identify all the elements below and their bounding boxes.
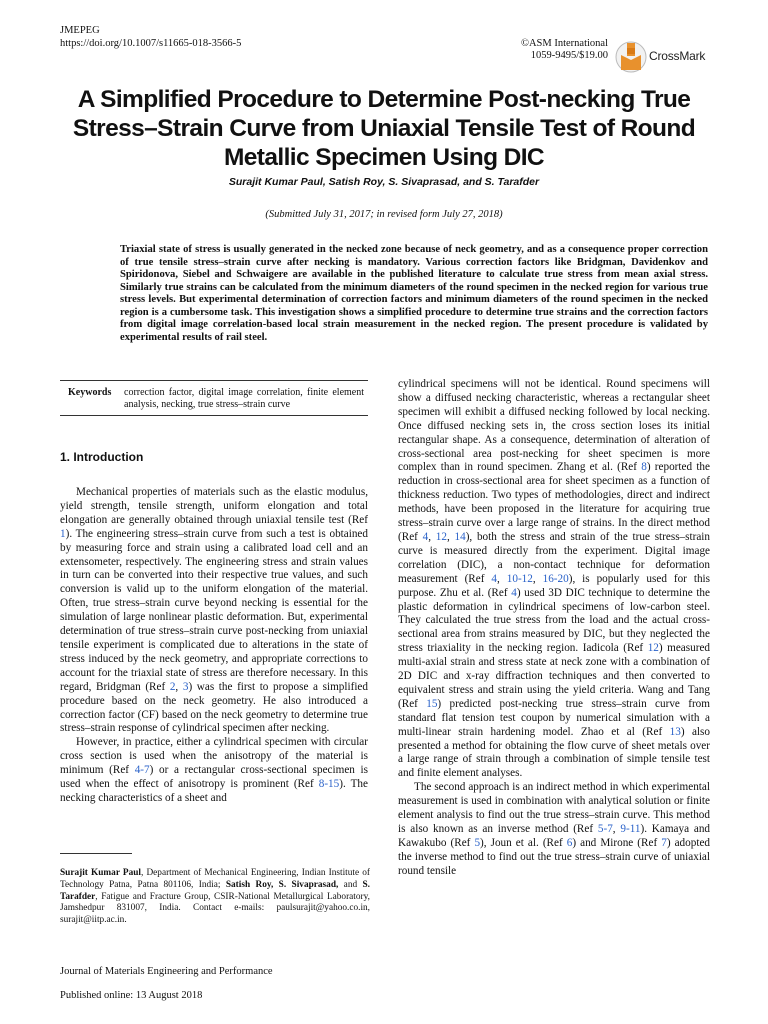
submission-dates: (Submitted July 31, 2017; in revised form July 27, 2018) bbox=[265, 209, 503, 220]
text: , bbox=[428, 530, 436, 543]
text: ) and Mirone (Ref bbox=[572, 836, 662, 849]
text: Mechanical properties of materials such as the elastic modulus, yield strength, tensile strength, uniform elongation and total elongation are generally obtained through uniaxial tensile test (Ref bbox=[60, 486, 368, 526]
text: ) used 3D DIC technique to determine the plastic deformation in cylindrical specimens of low-carbon steel. They calculated the true stress from the load and the actual cross-sectional area from strains measured by DIC, but they neglected the stress triaxiality in the necking region. Iadicola (Ref bbox=[398, 586, 710, 655]
text: ) reported the reduction in cross-sectional area for sheet specimen as a function of thickness reduction. Two types of methodologies, direct and indirect methods, have been proposed in the literature for acquiring true stress–strain curve over a large range of strains. In the direct method (Ref bbox=[398, 461, 710, 543]
section-heading: 1. Introduction bbox=[60, 450, 144, 464]
text: ) adopted the inverse method to find out the true stress–strain curve of uniaxial round tensile bbox=[398, 836, 710, 877]
body-paragraph-1 bbox=[398, 378, 710, 781]
text: The second approach is an indirect method in which experimental measurement is used in combination with analytical solution or finite element analysis to find out the true stress–strain curve. This method is also known as an inverse method (Ref bbox=[398, 781, 710, 835]
ref-link[interactable]: 1 bbox=[60, 527, 66, 540]
keywords-label: Keywords bbox=[68, 387, 112, 398]
text: , Fatigue and Fracture Group, CSIR-National Metallurgical Laboratory, Jamshedpur 831007, India. Contact e-mails: paulsurajit@yahoo.co.in, surajit@iitp.ac.in. bbox=[60, 891, 370, 926]
crossmark-badge[interactable] bbox=[615, 40, 715, 76]
intro-paragraph-2 bbox=[60, 736, 368, 806]
ref-link[interactable]: 4 bbox=[422, 530, 429, 543]
keywords-text: correction factor, digital image correlation, finite element analysis, necking, true stress–strain curve bbox=[124, 387, 364, 410]
ref-link[interactable]: 6 bbox=[566, 836, 573, 849]
text: ) was the first to propose a simplified procedure based on the neck geometry. He also introduced a correction factor (CF) based on the neck geometry to determine true stress–strain response of cylindrical specimen after necking. bbox=[60, 680, 368, 735]
ref-link[interactable]: 5 bbox=[474, 836, 481, 849]
text: , bbox=[532, 572, 543, 585]
author-name: S. Tarafder bbox=[60, 879, 370, 902]
author-name: Satish Roy, S. Sivaprasad, bbox=[225, 879, 339, 890]
text: ). The necking characteristics of a sheet and bbox=[60, 778, 368, 804]
text: ), is popularly used for this purpose. Zhu et al. (Ref bbox=[398, 572, 710, 599]
ref-link[interactable]: 14 bbox=[454, 530, 466, 543]
ref-link[interactable]: 13 bbox=[669, 725, 681, 738]
left-column bbox=[60, 486, 368, 836]
journal-code: JMEPEG bbox=[60, 25, 100, 36]
doi-link[interactable]: https://doi.org/10.1007/s11665-018-3566-5 bbox=[60, 38, 242, 49]
text: and bbox=[338, 879, 363, 890]
ref-link[interactable]: 5-7 bbox=[597, 823, 613, 835]
authors: Surajit Kumar Paul, Satish Roy, S. Sivaprasad, and S. Tarafder bbox=[228, 176, 540, 188]
author-name: Surajit Kumar Paul bbox=[60, 868, 141, 878]
header-left bbox=[60, 24, 241, 50]
text: ) or a rectangular cross-sectional specimen is used when the effect of anisotropy is prominent (Ref bbox=[60, 764, 368, 791]
copyright: ©ASM International bbox=[520, 38, 608, 49]
text: ). The engineering stress–strain curve from such a test is obtained by measuring force and strain using a calibrated load cell and an extensometer, respectively. The engineering stress and strain values in turn can be converted into their respective true values, and such conversion is valid up to the uniform elongation of the material. Often, true stress–strain curve beyond necking is essential for the simulation of large nonlinear plastic deformation. But, experimental determination of true stress–strain curve post-necking from uniaxial tensile experiment is complicated due to alterations in the state of stress induced by the neck geometry, and appropriate corrections to account for the triaxial state of stress are therefore necessary. In this regard, Bridgman (Ref bbox=[60, 527, 368, 693]
ref-link[interactable]: 4 bbox=[511, 586, 517, 599]
ref-link[interactable]: 2 bbox=[169, 680, 176, 693]
footnote-rule bbox=[60, 853, 132, 854]
keywords-box bbox=[60, 380, 368, 416]
text: , bbox=[612, 823, 621, 835]
crossmark-label: CrossMark bbox=[649, 49, 706, 63]
abstract: Triaxial state of stress is usually generated in the necked zone because of neck geometry, and as a consequence proper correction of true tensile stress–strain curve after necking is mandatory. Various correction factors like Bridgman, Davidenkov and Spiridonova, Siebel and Schwaigere are available in the published literature to calculate true stress from mean axial stress. Similarly true strains can be calculated from the minimum diameters of the round specimen in the necked region for various true stress levels. But experimental determination of correction factors and minimum diameters of the round specimen in the necked region is a cumbersome task. This investigation shows a simplified procedure to determine true strains and the correction factors from digital image correlation-based local strain measurement in the necked region. The present procedure is validated by experimental results of rail steel. bbox=[120, 244, 708, 343]
ref-link[interactable]: 12 bbox=[435, 530, 447, 543]
body-paragraph-2 bbox=[398, 781, 710, 878]
text: ) also presented a method for obtaining the flow curve of sheet metals over a large range of strain through a combination of simple tensile test and finite element analyses. bbox=[398, 725, 710, 780]
ref-link[interactable]: 4-7 bbox=[134, 764, 150, 777]
text: cylindrical specimens will not be identical. Round specimens will show a diffused necking characteristic, whereas a rectangular sheet specimen will exhibit a diffused necking followed by local necking. Once diffused necking sets in, the cross section loses its initial rectangular shape. As a consequence, determination of alteration of cross-sectional area post-necking for sheet specimen is more complex than in round specimen. Zhang et al. (Ref bbox=[398, 378, 710, 474]
paper-title: A Simplified Procedure to Determine Post-necking True Stress–Strain Curve from Uniaxial Tensile Test of Round Metallic Specimen Using DIC bbox=[72, 86, 696, 171]
ref-link[interactable]: 15 bbox=[426, 697, 438, 710]
ref-link[interactable]: 16-20 bbox=[542, 572, 569, 585]
ref-link[interactable]: 9-11 bbox=[620, 823, 641, 835]
ref-link[interactable]: 4 bbox=[491, 572, 497, 585]
ref-link[interactable]: 8 bbox=[641, 461, 647, 474]
text: ) predicted post-necking true stress–strain curve from standard flat tension test coupon by numerical simulation with a multi-linear strain hardening model. Zhao et al (Ref bbox=[398, 697, 710, 738]
ref-link[interactable]: 3 bbox=[182, 680, 189, 693]
text: ). Kamaya and Kawakubo (Ref bbox=[398, 823, 710, 849]
text: ), Joun et al. (Ref bbox=[480, 836, 567, 849]
ref-link[interactable]: 10-12 bbox=[506, 572, 533, 585]
price: 1059-9495/$19.00 bbox=[530, 50, 608, 61]
ref-link[interactable]: 7 bbox=[661, 836, 667, 849]
published-date: Published online: 13 August 2018 bbox=[60, 990, 203, 1001]
text: , bbox=[175, 680, 183, 693]
text: , Department of Mechanical Engineering, Indian Institute of Technology Patna, Patna 801106, India; bbox=[60, 868, 370, 890]
ref-link[interactable]: 12 bbox=[647, 642, 659, 655]
crossmark-icon bbox=[615, 40, 647, 74]
text: , bbox=[497, 572, 507, 585]
journal-name: Journal of Materials Engineering and Performance bbox=[60, 966, 273, 977]
text: However, in practice, either a cylindrical specimen with circular cross section is used when the anisotropy of the material is minimum (Ref bbox=[60, 736, 368, 777]
right-column bbox=[398, 378, 710, 938]
ref-link[interactable]: 8-15 bbox=[318, 778, 340, 791]
text: , bbox=[446, 530, 455, 543]
text: ), both the stress and strain of the true stress–strain curve is measured directly from the experiment. Digital image correlation (DIC), a non-contact technique for deformation measurement (Ref bbox=[398, 530, 710, 585]
author-affiliation bbox=[60, 868, 370, 927]
text: ) measured multi-axial strain and stress state at neck zone with a combination of 2D DIC and x-ray diffraction techniques and then converted to equivalent stress and strain using the yield criteria. Wang and Tang (Ref bbox=[398, 642, 710, 710]
header-right bbox=[508, 38, 608, 62]
intro-paragraph-1 bbox=[60, 486, 368, 736]
